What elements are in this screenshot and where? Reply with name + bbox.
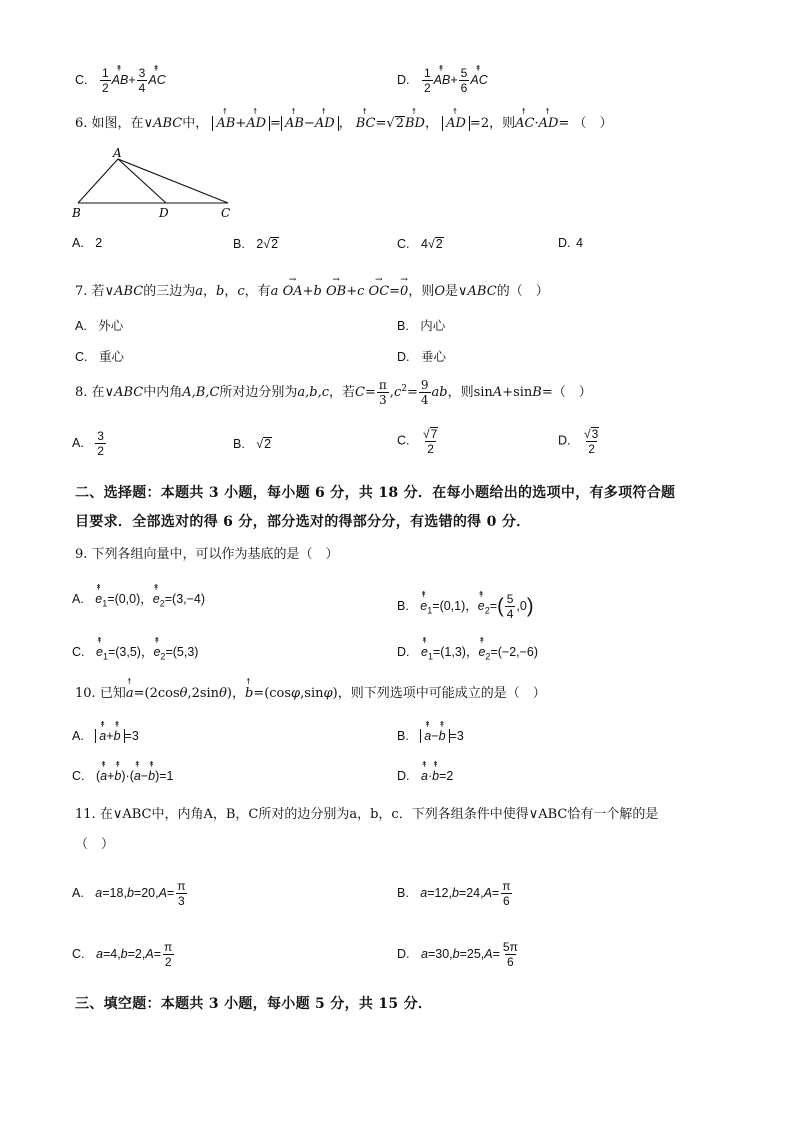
q6-option-a [72, 237, 102, 250]
stem-text: ，若 [329, 385, 356, 401]
stem-text: ，有 [244, 284, 271, 299]
option-label: C. [397, 433, 410, 448]
option-value: 2 [95, 236, 103, 250]
q11-option-c [72, 941, 175, 968]
option-label: C. [75, 350, 88, 364]
stem-text: （ ） [552, 385, 592, 401]
triangle-figure [70, 145, 240, 223]
option-value: a=4,b=2,A= $\frac{\pi}{2}$ [95, 940, 173, 969]
q11-option-b [397, 880, 514, 907]
option-label: A. [72, 729, 84, 743]
option-value: $\frac{3}{2}$ [97, 429, 104, 458]
option-label: D. [397, 946, 410, 961]
q10-option-b [397, 730, 464, 743]
option-value: 2√2 [256, 237, 279, 251]
q9-option-b [397, 593, 534, 620]
stem-text: ，则 [408, 284, 435, 299]
option-value: 重心 [98, 350, 124, 364]
option-label: A. [72, 236, 84, 250]
q9-option-a [72, 593, 205, 609]
option-label: C. [75, 72, 88, 87]
q7-option-d [397, 351, 446, 364]
q10-stem: 10. 已知↟ a=(2cosθ,2sinθ)，↟ b=(cosφ,sinφ)，则下列选项中可能成立的是（ ） [75, 687, 546, 700]
vertex-a-label: A [113, 146, 122, 160]
option-value: ↟ $e_1=(0,1)$，↟ $e_2=$( $\frac{5}{4}$ ,0) [420, 599, 533, 613]
vertex-c-label: C [221, 206, 231, 220]
option-value: 外心 [98, 319, 124, 333]
option-value: a=12,b=24,A= $\frac{\pi}{6}$ [420, 879, 511, 908]
q11-option-d [397, 941, 521, 968]
option-label: D. [397, 72, 410, 87]
option-label: D. [558, 433, 571, 448]
q11-stem [75, 808, 658, 821]
q9-option-c [72, 646, 198, 662]
stem-text: 中内角 [143, 385, 183, 401]
option-value: √2 [256, 437, 272, 451]
option-value: $\frac{√3}{2}$ [583, 427, 599, 456]
option-label: C. [72, 645, 85, 659]
question-number: 9. [75, 547, 88, 562]
option-value: $\frac{√7}{2}$ [422, 427, 438, 456]
section-2-heading-line1: 二、选择题：本题共 3 小题，每小题 6 分，共 18 分．在每小题给出的选项中，有多项符合题 [75, 485, 676, 501]
option-value: 4√2 [420, 237, 443, 251]
stem-text: 在 [91, 385, 105, 401]
option-label: C. [72, 769, 85, 783]
question-number: 8. [75, 385, 88, 401]
option-expression: $\frac{1}{2}$ ↟ AB+ $\frac{3}{4}$ ↟ AC [99, 73, 166, 87]
q6-option-b [233, 237, 279, 251]
option-label: A. [72, 435, 84, 450]
question-number: 6. [75, 116, 88, 131]
option-label: C. [72, 946, 85, 961]
option-label: B. [397, 729, 409, 743]
stem-text: 若 [91, 284, 105, 299]
q7-option-c [75, 351, 124, 364]
option-value: ↟ a−↟ b =3 [420, 729, 463, 743]
option-label: B. [397, 319, 409, 333]
option-label: B. [397, 885, 409, 900]
q5-option-d [397, 67, 488, 94]
stem-text: 是 [445, 284, 459, 299]
q10-option-a [72, 730, 139, 743]
option-value: 内心 [420, 319, 446, 333]
option-value: ↟ a·↟ b=2 [421, 769, 453, 783]
option-label: A. [72, 885, 84, 900]
section-2-heading-line2: 目要求．全部选对的得 6 分，部分选对的得部分分，有选错的得 0 分． [75, 514, 531, 530]
stem-text: ，则 [489, 116, 516, 131]
stem-text: ，则下列选项中可能成立的是（ ） [337, 686, 546, 701]
option-label: A. [75, 319, 87, 333]
q8-option-b [233, 437, 272, 451]
stem-text: 已知 [99, 686, 126, 701]
q8-option-c [397, 427, 441, 455]
q7-option-a [75, 320, 123, 333]
option-value: a=30,b=25,A= $\frac{5\pi}{6}$ [420, 940, 518, 969]
q11-stem-line2: （ ） [75, 837, 115, 852]
option-value: 4 [575, 236, 583, 250]
q9-option-d [397, 646, 538, 662]
stem-text: 的（ ） [496, 284, 549, 299]
stem-text: 在∨ABC中，内角A，B，C所对的边分别为a，b，c．下列各组条件中使得∨ABC恰有一个解的是 [99, 807, 659, 822]
q8-option-d [558, 427, 602, 455]
option-label: B. [397, 598, 409, 613]
stem-text: 的三边为 [143, 284, 196, 299]
stem-text: ，则 [447, 385, 474, 401]
q5-option-c [75, 67, 166, 94]
option-value: ↟ $e_1=(3,5)$，↟ $e_2=(5,3)$ [96, 645, 198, 659]
stem-text: 如图，在 [91, 116, 144, 131]
option-label: D. [397, 645, 410, 659]
q10-option-c [72, 770, 174, 783]
option-label: A. [72, 592, 84, 606]
stem-text: 所对边分别为 [219, 385, 298, 401]
stem-text: 中， [182, 116, 209, 131]
option-label: B. [233, 237, 245, 251]
q6-stem: 6. 如图，在∨ABC中， ↟ AB+↟ AD =↟ AB−↟ AD ， ↟ BC=√2↟ BD， ↟ AD =2，则↟ AC·↟ AD= （ ） [75, 116, 612, 130]
stem-text: 下列各组向量中，可以作为基底的是（ ） [91, 547, 339, 562]
vertex-d-label: D [159, 206, 169, 220]
option-label: D. [397, 350, 410, 364]
q11-option-a [72, 880, 189, 907]
option-label: B. [233, 437, 245, 451]
stem-text: （ ） [573, 116, 613, 131]
option-label: C. [397, 237, 410, 251]
option-value: ↟ $e_1=(0,0)$，↟ $e_2=(3,-4)$ [95, 592, 205, 606]
option-value: (↟ a+↟ b)·(↟ a−↟ b)=1 [96, 769, 174, 783]
q7-stem: 7. 若∨ABC的三边为a，b，c，有a → OA+b → OB+c → OC=→ 0，则O是∨ABC的（ ） [75, 285, 549, 298]
option-label: D. [558, 236, 571, 250]
question-number: 11. [75, 807, 96, 822]
option-value: ↟ $e_1=(1,3)$，↟ $e_2=(-2,-6)$ [421, 645, 538, 659]
option-value: ↟ a+↟ b =3 [95, 729, 138, 743]
q10-option-d [397, 770, 453, 783]
option-label: D. [397, 769, 410, 783]
option-expression: $\frac{1}{2}$ ↟ AB+ $\frac{5}{6}$ ↟ AC [421, 73, 488, 87]
question-number: 7. [75, 284, 88, 299]
q7-option-b [397, 320, 445, 333]
q6-option-c [397, 237, 444, 251]
option-value: 垂心 [420, 350, 446, 364]
q8-stem: 8. 在∨ABC中内角A,B,C所对边分别为a,b,c，若C= $\frac{\pi}{3}$ $,c^2=$ $\frac{9}{4}$ ab，则sinA+sinB=（ ） [75, 378, 592, 407]
section-3-heading: 三、填空题：本题共 3 小题，每小题 5 分，共 15 分． [75, 996, 433, 1012]
q8-option-a [72, 430, 107, 457]
q6-option-d [558, 237, 583, 250]
option-value: a=18,b=20,A= $\frac{\pi}{3}$ [95, 879, 186, 908]
vertex-b-label: B [72, 206, 81, 220]
q9-stem [75, 548, 339, 561]
question-number: 10. [75, 686, 96, 701]
